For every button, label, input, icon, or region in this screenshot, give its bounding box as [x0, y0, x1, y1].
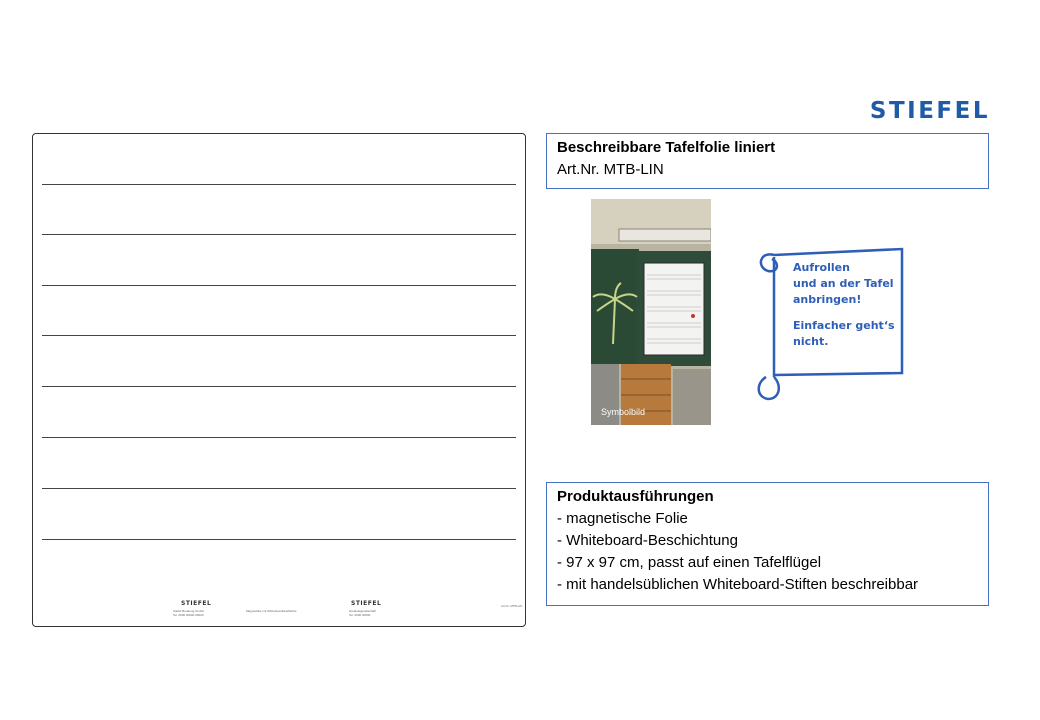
ruled-line [42, 386, 516, 387]
title-box [546, 133, 989, 189]
footer-address-left-1: Stiefel Beratung GmbH [173, 609, 204, 613]
footer-address-right-1: Handelsgesellschaft [349, 609, 376, 613]
roll-note-line-6: nicht. [793, 335, 829, 348]
product-title: Beschreibbare Tafelfolie liniert [557, 139, 776, 156]
classroom-photo [591, 199, 711, 425]
ruled-line [42, 488, 516, 489]
article-number: Art.Nr. MTB-LIN [557, 161, 664, 178]
photo-caption: Symbolbild [601, 407, 646, 417]
roll-note-line-2: und an der Tafel [793, 277, 894, 290]
ruled-line [42, 234, 516, 235]
roll-note-spacer [793, 308, 903, 318]
classroom-photo-image [591, 199, 711, 425]
footer-center-text: Magnetfolie mit Whiteboardoberfläche [246, 609, 297, 613]
footer-art-code: Art.Nr. MTB-LIN [501, 604, 523, 608]
product-option-item: - magnetische Folie [557, 510, 688, 527]
roll-note-line-1: Aufrollen [793, 261, 850, 274]
ruled-line [42, 539, 516, 540]
ruled-line [42, 437, 516, 438]
lined-sheet-preview [32, 133, 526, 627]
product-option-item: - 97 x 97 cm, passt auf einen Tafelflügel [557, 554, 822, 571]
roll-note-line-3: anbringen! [793, 293, 862, 306]
footer-logo-right: STIEFEL [351, 600, 382, 607]
product-options-title: Produktausführungen [557, 488, 714, 505]
product-option-item: - Whiteboard-Beschichtung [557, 532, 738, 549]
ruled-line [42, 335, 516, 336]
stiefel-logo: STIEFEL [869, 98, 990, 124]
footer-address-right-2: Tel. 0000 00000 [349, 613, 371, 617]
product-option-item: - mit handelsüblichen Whiteboard-Stiften beschreibbar [557, 576, 919, 593]
footer-logo-left: STIEFEL [181, 600, 212, 607]
roll-note [793, 260, 903, 350]
product-options-box [546, 482, 989, 606]
ruled-line [42, 285, 516, 286]
footer-address-left-2: Tel. 0000 00000 00000 [173, 613, 204, 617]
roll-note-line-5: Einfacher geht‘s [793, 319, 895, 332]
ruled-line [42, 184, 516, 185]
